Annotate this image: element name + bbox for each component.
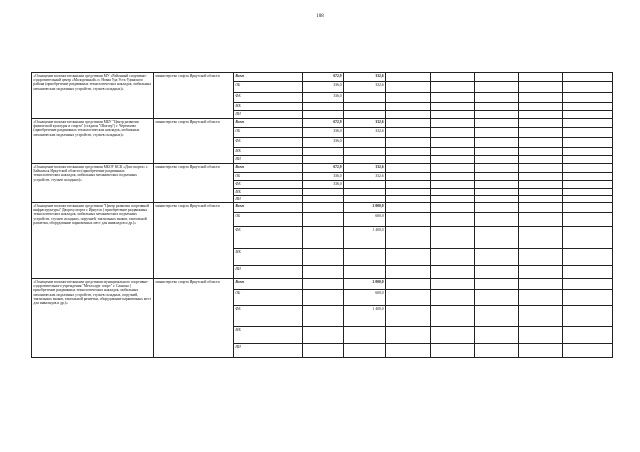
value-cell bbox=[344, 156, 386, 164]
value-cell: 336,0 bbox=[303, 181, 344, 189]
measure-title: «Оснащение вспомогательными средствами муниципального спортивно-оздоровительного учреждения "Металлург спорт" г. Саянска ( приобретение раздвижных технологических накладок, мобильных механических подъемных устройств, стульев складных, поручней, тактильных знаков, тактильной разметки, оборудование парковочных мест для инвалидов и др.)» bbox=[32, 279, 154, 358]
empty-cell bbox=[386, 93, 431, 103]
empty-cell bbox=[386, 73, 431, 82]
funding-source: Всего bbox=[234, 164, 303, 173]
value-cell bbox=[303, 213, 344, 227]
empty-cell bbox=[386, 82, 431, 93]
empty-cell bbox=[431, 203, 475, 213]
empty-cell bbox=[386, 128, 431, 138]
empty-cell bbox=[563, 173, 613, 181]
value-cell: 332,6 bbox=[344, 128, 386, 138]
empty-cell bbox=[475, 203, 519, 213]
empty-cell bbox=[386, 111, 431, 119]
empty-cell bbox=[431, 344, 475, 358]
empty-cell bbox=[431, 111, 475, 119]
value-cell bbox=[344, 196, 386, 203]
value-cell bbox=[303, 344, 344, 358]
empty-cell bbox=[563, 327, 613, 344]
funding-source: ФБ bbox=[234, 227, 303, 249]
empty-cell bbox=[563, 103, 613, 111]
value-cell bbox=[303, 266, 344, 279]
empty-cell bbox=[519, 111, 563, 119]
empty-cell bbox=[386, 327, 431, 344]
page-number: 108 bbox=[316, 14, 324, 19]
empty-cell bbox=[563, 227, 613, 249]
empty-cell bbox=[386, 249, 431, 266]
empty-cell bbox=[475, 181, 519, 189]
empty-cell bbox=[519, 73, 563, 82]
funding-source: ОБ bbox=[234, 173, 303, 181]
empty-cell bbox=[519, 164, 563, 173]
funding-source: Всего bbox=[234, 119, 303, 128]
empty-cell bbox=[475, 119, 519, 128]
empty-cell bbox=[386, 290, 431, 306]
empty-cell bbox=[386, 306, 431, 327]
value-cell: 2 000,0 bbox=[344, 203, 386, 213]
funding-source: ИИ bbox=[234, 156, 303, 164]
empty-cell bbox=[431, 156, 475, 164]
table-row bbox=[32, 164, 613, 173]
empty-cell bbox=[386, 119, 431, 128]
funding-source: ИИ bbox=[234, 266, 303, 279]
value-cell: 2 000,0 bbox=[344, 279, 386, 290]
empty-cell bbox=[475, 73, 519, 82]
empty-cell bbox=[475, 173, 519, 181]
value-cell bbox=[303, 103, 344, 111]
empty-cell bbox=[386, 164, 431, 173]
empty-cell bbox=[386, 173, 431, 181]
empty-cell bbox=[519, 227, 563, 249]
empty-cell bbox=[475, 189, 519, 196]
value-cell: 332,6 bbox=[344, 82, 386, 93]
funding-source: Всего bbox=[234, 203, 303, 213]
value-cell: 336,0 bbox=[303, 128, 344, 138]
empty-cell bbox=[563, 213, 613, 227]
empty-cell bbox=[431, 306, 475, 327]
funding-source: Всего bbox=[234, 279, 303, 290]
empty-cell bbox=[519, 156, 563, 164]
empty-cell bbox=[519, 128, 563, 138]
measure-executor: министерство спорта Иркутской области bbox=[154, 203, 234, 279]
empty-cell bbox=[431, 73, 475, 82]
empty-cell bbox=[431, 189, 475, 196]
value-cell bbox=[303, 227, 344, 249]
empty-cell bbox=[519, 93, 563, 103]
empty-cell bbox=[563, 138, 613, 148]
value-cell bbox=[303, 203, 344, 213]
empty-cell bbox=[519, 119, 563, 128]
funding-source: МБ bbox=[234, 148, 303, 156]
empty-cell bbox=[431, 93, 475, 103]
empty-cell bbox=[431, 138, 475, 148]
empty-cell bbox=[563, 181, 613, 189]
empty-cell bbox=[563, 156, 613, 164]
empty-cell bbox=[563, 82, 613, 93]
value-cell: 336,0 bbox=[303, 82, 344, 93]
funding-source: ОБ bbox=[234, 290, 303, 306]
empty-cell bbox=[386, 189, 431, 196]
funding-source: МБ bbox=[234, 327, 303, 344]
empty-cell bbox=[519, 306, 563, 327]
empty-cell bbox=[386, 344, 431, 358]
value-cell bbox=[344, 344, 386, 358]
empty-cell bbox=[519, 103, 563, 111]
value-cell: 672,9 bbox=[303, 164, 344, 173]
measure-title: «Оснащение вспомогательными средствами "Центр развития спортивной инфраструктуры" Дворец спорта г. Иркутск ( приобретение раздвижных технологических накладок, мобильных механических подъемных устройств, стульев складных, поручней, тактильных знаков, тактильной разметки, оборудование парковочных мест для инвалидов и др.)» bbox=[32, 203, 154, 279]
empty-cell bbox=[386, 203, 431, 213]
funding-source: ИИ bbox=[234, 344, 303, 358]
measure-executor: министерство спорта Иркутской области bbox=[154, 164, 234, 203]
funding-source: ИИ bbox=[234, 111, 303, 119]
empty-cell bbox=[563, 279, 613, 290]
empty-cell bbox=[475, 128, 519, 138]
value-cell bbox=[303, 148, 344, 156]
empty-cell bbox=[563, 290, 613, 306]
empty-cell bbox=[563, 93, 613, 103]
empty-cell bbox=[431, 128, 475, 138]
value-cell bbox=[344, 266, 386, 279]
value-cell: 672,9 bbox=[303, 119, 344, 128]
value-cell: 600,0 bbox=[344, 290, 386, 306]
empty-cell bbox=[519, 181, 563, 189]
empty-cell bbox=[475, 156, 519, 164]
value-cell bbox=[303, 327, 344, 344]
value-cell bbox=[344, 327, 386, 344]
empty-cell bbox=[563, 344, 613, 358]
empty-cell bbox=[519, 203, 563, 213]
empty-cell bbox=[475, 227, 519, 249]
empty-cell bbox=[563, 249, 613, 266]
empty-cell bbox=[431, 164, 475, 173]
funding-source: ФБ bbox=[234, 306, 303, 327]
value-cell bbox=[303, 111, 344, 119]
value-cell: 336,0 bbox=[303, 173, 344, 181]
value-cell bbox=[344, 148, 386, 156]
empty-cell bbox=[475, 196, 519, 203]
empty-cell bbox=[519, 189, 563, 196]
value-cell bbox=[344, 93, 386, 103]
empty-cell bbox=[431, 196, 475, 203]
empty-cell bbox=[563, 148, 613, 156]
empty-cell bbox=[475, 249, 519, 266]
table-row bbox=[32, 73, 613, 82]
empty-cell bbox=[519, 266, 563, 279]
empty-cell bbox=[431, 173, 475, 181]
value-cell bbox=[303, 249, 344, 266]
empty-cell bbox=[386, 213, 431, 227]
empty-cell bbox=[475, 148, 519, 156]
empty-cell bbox=[386, 279, 431, 290]
value-cell bbox=[303, 279, 344, 290]
empty-cell bbox=[386, 148, 431, 156]
empty-cell bbox=[431, 213, 475, 227]
empty-cell bbox=[431, 279, 475, 290]
empty-cell bbox=[563, 306, 613, 327]
empty-cell bbox=[475, 306, 519, 327]
value-cell bbox=[344, 181, 386, 189]
value-cell bbox=[344, 249, 386, 266]
funding-source: ФБ bbox=[234, 181, 303, 189]
empty-cell bbox=[519, 196, 563, 203]
funding-source: ФБ bbox=[234, 138, 303, 148]
value-cell: 336,0 bbox=[303, 93, 344, 103]
empty-cell bbox=[386, 156, 431, 164]
empty-cell bbox=[475, 138, 519, 148]
empty-cell bbox=[431, 82, 475, 93]
funding-source: ОБ bbox=[234, 213, 303, 227]
empty-cell bbox=[519, 82, 563, 93]
empty-cell bbox=[475, 327, 519, 344]
empty-cell bbox=[475, 93, 519, 103]
empty-cell bbox=[475, 82, 519, 93]
value-cell: 332,6 bbox=[344, 173, 386, 181]
empty-cell bbox=[519, 173, 563, 181]
empty-cell bbox=[519, 279, 563, 290]
empty-cell bbox=[563, 111, 613, 119]
empty-cell bbox=[519, 344, 563, 358]
value-cell bbox=[303, 189, 344, 196]
funding-table bbox=[31, 72, 613, 358]
empty-cell bbox=[431, 181, 475, 189]
empty-cell bbox=[431, 327, 475, 344]
value-cell: 672,9 bbox=[303, 73, 344, 82]
empty-cell bbox=[431, 249, 475, 266]
value-cell: 332,6 bbox=[344, 164, 386, 173]
value-cell bbox=[344, 103, 386, 111]
empty-cell bbox=[563, 119, 613, 128]
empty-cell bbox=[475, 164, 519, 173]
empty-cell bbox=[386, 227, 431, 249]
empty-cell bbox=[563, 73, 613, 82]
funding-source: ИИ bbox=[234, 196, 303, 203]
empty-cell bbox=[519, 327, 563, 344]
empty-cell bbox=[519, 148, 563, 156]
value-cell bbox=[303, 156, 344, 164]
funding-source: ОБ bbox=[234, 128, 303, 138]
value-cell: 336,0 bbox=[303, 138, 344, 148]
value-cell: 600,0 bbox=[344, 213, 386, 227]
empty-cell bbox=[475, 344, 519, 358]
empty-cell bbox=[431, 290, 475, 306]
empty-cell bbox=[475, 290, 519, 306]
empty-cell bbox=[563, 164, 613, 173]
empty-cell bbox=[431, 148, 475, 156]
empty-cell bbox=[431, 103, 475, 111]
empty-cell bbox=[563, 196, 613, 203]
empty-cell bbox=[386, 266, 431, 279]
measure-executor: министерство спорта Иркутской области bbox=[154, 73, 234, 119]
value-cell bbox=[303, 290, 344, 306]
funding-source: МБ bbox=[234, 249, 303, 266]
measure-executor: министерство спорта Иркутской области bbox=[154, 119, 234, 164]
value-cell bbox=[344, 138, 386, 148]
empty-cell bbox=[386, 181, 431, 189]
empty-cell bbox=[563, 266, 613, 279]
empty-cell bbox=[386, 103, 431, 111]
table-row bbox=[32, 119, 613, 128]
measure-title: «Оснащение вспомогательными средствами МБОУ КСК «Дом спорта» г. Байкальск Иркутской области (приобретение раздвижных технологических накладок, мобильных механических подъемных устройств, стульев складных)» bbox=[32, 164, 154, 203]
empty-cell bbox=[475, 279, 519, 290]
empty-cell bbox=[475, 266, 519, 279]
measure-executor: министерство спорта Иркутской области bbox=[154, 279, 234, 358]
empty-cell bbox=[386, 138, 431, 148]
funding-source: ФБ bbox=[234, 93, 303, 103]
empty-cell bbox=[431, 266, 475, 279]
empty-cell bbox=[519, 249, 563, 266]
empty-cell bbox=[519, 138, 563, 148]
empty-cell bbox=[431, 119, 475, 128]
measure-title: «Оснащение вспомогательными средствами МУ «Районный спортивно-оздоровительный центр «Молодежный» п. Новая Уда Усть-Удинского района (приобретение раздвижных технологических накладок, мобильных механических подъемных устройств, стульев складных)» bbox=[32, 73, 154, 119]
funding-source: Всего bbox=[234, 73, 303, 82]
funding-source: ОБ bbox=[234, 82, 303, 93]
empty-cell bbox=[563, 203, 613, 213]
empty-cell bbox=[475, 111, 519, 119]
table-row bbox=[32, 279, 613, 290]
empty-cell bbox=[431, 227, 475, 249]
empty-cell bbox=[519, 213, 563, 227]
value-cell: 1 400,0 bbox=[344, 306, 386, 327]
value-cell bbox=[344, 111, 386, 119]
table-row bbox=[32, 203, 613, 213]
empty-cell bbox=[519, 290, 563, 306]
value-cell bbox=[303, 306, 344, 327]
value-cell: 1 400,0 bbox=[344, 227, 386, 249]
empty-cell bbox=[475, 213, 519, 227]
empty-cell bbox=[386, 196, 431, 203]
measure-title: «Оснащение вспомогательными средствами МБУ "Центр развития физической культуры и спорта" (стадион "Шахтер") г. Черемхово (приобретение раздвижных технологических накладок, мобильных механических подъемных устройств, стульев складных)» bbox=[32, 119, 154, 164]
value-cell: 332,6 bbox=[344, 73, 386, 82]
value-cell: 332,6 bbox=[344, 119, 386, 128]
value-cell bbox=[303, 196, 344, 203]
empty-cell bbox=[475, 103, 519, 111]
funding-source: МБ bbox=[234, 189, 303, 196]
funding-source: МБ bbox=[234, 103, 303, 111]
empty-cell bbox=[563, 128, 613, 138]
empty-cell bbox=[563, 189, 613, 196]
value-cell bbox=[344, 189, 386, 196]
